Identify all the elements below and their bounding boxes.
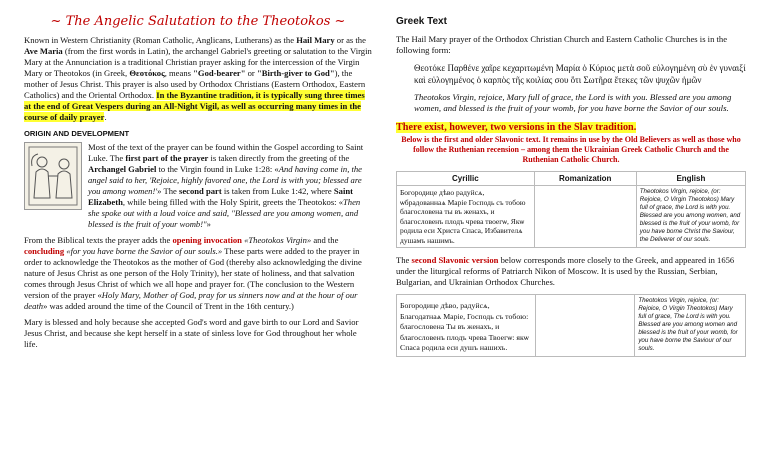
- western-ending-quote: Holy Mary, Mother of God, pray for us sinners now and at the hour of our death: [24, 290, 358, 311]
- intro-text: ), the mother of Jesus Christ. This prayer is also used by Orthodox Christians (Eastern Orthodox, Eastern Catholics) and the Oriental Orthodox.: [24, 68, 366, 100]
- intro-text: Known in Western Christianity (Roman Catholic, Anglicans, Lutherans) as the: [24, 35, 295, 45]
- biblical-text: » was added around the time of the Council of Trent in the 16th century.): [43, 301, 294, 311]
- second-version-term: second Slavonic version: [411, 255, 499, 265]
- concluding-quote: «for you have borne the Savior of our souls.»: [66, 246, 223, 256]
- table-header-row: [397, 172, 746, 186]
- english-cell: Theotokos Virgin, rejoice, (or: Rejoice, O Virgin Theotokos) Mary full of grace, the Lord is with you. Blessed are you among women, and blessed is the fruit of your womb, for you have borne Christ the Saviour, the Deliverer of our souls.: [636, 186, 745, 248]
- intro-text: or as the: [336, 35, 366, 45]
- greek-text-heading: Greek Text: [396, 16, 447, 27]
- closing-paragraph: Mary is blessed and holy because she accepted God's word and gave birth to our Lord and Savior Jesus Christ, and because she kept herself in a state of sinless love for God throughout her whole life.: [24, 317, 359, 349]
- english-cell: Theotokos Virgin, rejoice, (or: Rejoice, O Virgin Theotokos) Mary full of grace, The Lord is with you. Blessed are you among women and blessed is the fruit of your womb, for you have borne the Saviour of our souls.: [635, 295, 746, 357]
- opening-invocation-term: opening invocation: [172, 235, 242, 245]
- intro-paragraph: Known in Western Christianity (Roman Catholic, Anglicans, Lutherans) as the Hail Mary or as the Ave Maria (from the first words in Latin), the archangel Gabriel's greeting or salutation to the Virgin Mary at the Annunciation is a traditional Christian prayer asking for the intercession of the Virgin Mary or Theotokos (in Greek, Θεοτόκος, means "God-bearer" or "Birth-giver to God"), the mother of Jesus Christ. This prayer is also used by Orthodox Christians (Eastern Orthodox, Eastern Catholics) and the Oriental Orthodox. In the Byzantine tradition, it is typically sung three times at the end of Great Vespers during an All-Night Vigil, as well as occurring many times in the course of daily prayer.: [24, 35, 372, 122]
- romanization-cell: [536, 295, 635, 357]
- greek-prayer: Θεοτόκε Παρθένε χαῖρε κεχαριτωμένη Μαρία ὁ Κύριος μετὰ σοῦ εὐλογημένη σὺ ἐν γυναιξί καὶ εὐλογημένος ὁ καρπὸς τῆς κοιλίας σου ὅτι Σωτῆρα ἔτεκες τῶν ψυχῶν ἡμῶν: [414, 63, 746, 85]
- biblical-text: and the: [313, 235, 339, 245]
- origin-block: [24, 142, 372, 235]
- slav-heading-text: There exist, however, two versions in the Slav tradition.: [396, 122, 637, 133]
- origin-text: is taken directly from the greeting of the: [210, 153, 350, 163]
- biblical-text: From the Biblical texts the prayer adds the: [24, 235, 171, 245]
- birth-giver-term: "Birth-giver to God": [256, 68, 335, 78]
- concluding-term: concluding: [24, 246, 65, 256]
- byzantine-highlight: In the Byzantine tradition, it is typically sung three times at the end of Great Vespers during an All-Night Vigil, as well as occurring many times in the course of daily prayer: [24, 90, 365, 122]
- origin-paragraph: [88, 142, 372, 230]
- second-version-text: The: [396, 255, 410, 265]
- origin-heading: ORIGIN AND DEVELOPMENT: [24, 129, 130, 138]
- slavonic-table-2: [396, 294, 746, 357]
- greek-intro: The Hail Mary prayer of the Orthodox Christian Church and Eastern Catholic Churches is in the following form:: [396, 34, 728, 55]
- luke-1-28-quote: And having come in, the angel said to her, 'Rejoice, highly favored one, the Lord is with you; blessed are you among women!': [88, 164, 362, 196]
- right-column: [396, 0, 746, 357]
- biblical-paragraph: [24, 235, 372, 312]
- hail-mary-term: Hail Mary: [296, 35, 335, 45]
- second-part-term: second part: [178, 186, 222, 196]
- ave-maria-term: Ave Maria: [24, 46, 63, 56]
- theotokos-greek-term: Θεοτόκος: [129, 68, 165, 78]
- intro-text: or: [247, 68, 255, 78]
- annunciation-icon: [24, 142, 82, 210]
- table-row: [397, 295, 746, 357]
- origin-text: , while being filled with the Holy Spirit, greets the Theotokos: «: [122, 197, 344, 207]
- luke-1-42-quote: Then she spoke out with a loud voice and said, "Blessed are you among women, and blessed is the fruit of your womb!": [88, 197, 361, 229]
- slavonic-table-1: [396, 171, 746, 248]
- origin-text: to the Virgin found in Luke 1:28: «: [158, 164, 279, 174]
- cyrillic-cell: Богородице дѣво, радуйсѧ, Благодатнаѧ Маріе, Господь съ тобою: благословена Ты въ женахъ, и благословенъ плодъ чрева Твоегѡ: якѡ Спаса родила еси душъ нашихъ.: [397, 295, 536, 357]
- origin-text: »: [206, 219, 211, 229]
- intro-text: , means: [164, 68, 191, 78]
- cyrillic-cell: Богородице дѣво радуйсѧ, ѡбрадованнаѧ Маріе Господь съ тобою благословена ты въ женахъ, и благословенъ плодъ чрева твоегѡ, Якѡ родила еси Христа Спаса, Избавителѧ душамъ нашимъ.: [397, 186, 535, 248]
- left-column: [24, 0, 372, 355]
- origin-text: is taken from Luke 1:42, where: [223, 186, 332, 196]
- god-bearer-term: "God-bearer": [193, 68, 246, 78]
- romanization-cell: [534, 186, 636, 248]
- col-header-english: English: [636, 172, 745, 186]
- second-version-paragraph: [396, 255, 746, 288]
- col-header-romanization: Romanization: [534, 172, 636, 186]
- origin-text: Most of the text of the prayer can be found within the Gospel according to Saint Luke. The: [88, 142, 364, 163]
- table-row: [397, 186, 746, 248]
- biblical-text: These parts were added to the prayer in order to acknowledge the Theotokos as the mother of God (thereby also acknowledging the divine nature of Jesus Christ as one person of the Holy Trinity), her state of holiness, and that salvation comes through Jesus Christ of which we all hope and prayer for. (The conclusion to the Western version of the prayer «: [24, 246, 362, 300]
- intro-text: (from the first words in Latin), the archangel Gabriel's greeting or salutation to the Virgin Mary at the Annunciation is a traditional Christian prayer asking for the intercession of the Virgin Mary or Theotokos (in Greek,: [24, 46, 372, 78]
- col-header-cyrillic: Cyrillic: [397, 172, 535, 186]
- elizabeth-term: Saint Elizabeth: [88, 186, 353, 207]
- opening-quote: «Theotokos Virgin»: [244, 235, 312, 245]
- page-title: ~ The Angelic Salutation to the Theotokos ~: [50, 14, 346, 29]
- origin-text: » The: [157, 186, 177, 196]
- second-version-text: below corresponds more closely to the Greek, and appeared in 1656 under the liturgical reforms of Patriarch Nikon of Moscow. It is used by the Russian, Serbian, Bulgarian, and Ukrainian Orthodox Churches.: [396, 255, 735, 287]
- greek-translation: Theotokos Virgin, rejoice, Mary full of grace, the Lord is with you. Blessed are you among women, and blessed is the fruit of your womb, for you have borne the Savior of our souls.: [414, 92, 732, 113]
- slav-note: Below is the first and older Slavonic text. It remains in use by the Old Believers as well as those who follow the Ruthenian recension – among them the Ukrainian Greek Catholic Church and the Ruthenian Catholic Church.: [401, 135, 741, 164]
- archangel-term: Archangel Gabriel: [88, 164, 157, 174]
- first-part-term: first part of the prayer: [125, 153, 209, 163]
- slav-heading: [396, 122, 746, 133]
